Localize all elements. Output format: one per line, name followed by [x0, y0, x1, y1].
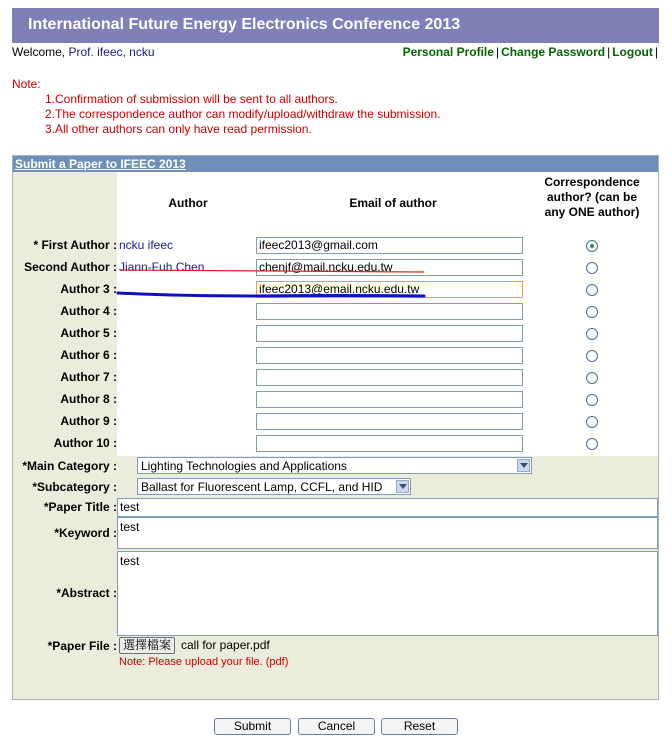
account-links: Personal Profile | Change Password | Logout | — [402, 45, 658, 59]
author-7-label: Author 7 : — [60, 370, 117, 384]
note-line-2: 2.The correspondence author can modify/upload/withdraw the submission. — [45, 107, 441, 121]
note-label: Note: — [12, 77, 41, 91]
author-6-label: Author 6 : — [60, 348, 117, 362]
main-category-label: *Main Category : — [22, 459, 117, 473]
abstract-textarea[interactable]: test — [117, 551, 658, 636]
author-8-email-input[interactable] — [256, 391, 523, 408]
author-1-name: ncku ifeec — [119, 238, 174, 252]
user-name: Prof. ifeec, ncku — [68, 45, 155, 59]
author-9-email-input[interactable] — [256, 413, 523, 430]
author-1-label: * First Author : — [33, 238, 117, 252]
cancel-button[interactable]: Cancel — [298, 718, 375, 735]
author-2-label: Second Author : — [24, 260, 117, 274]
paper-title-input[interactable]: test — [117, 498, 658, 517]
author-5-correspondence-radio[interactable] — [586, 328, 598, 340]
selected-file-name: call for paper.pdf — [181, 638, 270, 652]
author-4-label: Author 4 : — [60, 304, 117, 318]
author-column-header: Author — [168, 196, 208, 210]
chevron-down-icon — [517, 459, 530, 472]
note-line-3: 3.All other authors can only have read permission. — [45, 122, 312, 136]
author-4-email-input[interactable] — [256, 303, 523, 320]
author-1-correspondence-radio[interactable] — [586, 240, 598, 252]
author-2-correspondence-radio[interactable] — [586, 262, 598, 274]
correspondence-column-header: Correspondence author? (can be any ONE author) — [544, 175, 640, 219]
author-2-name: Jiann-Fuh Chen — [119, 260, 205, 274]
email-column-header: Email of author — [349, 196, 437, 210]
author-3-email-input[interactable]: ifeec2013@email.ncku.edu.tw — [256, 281, 523, 298]
choose-file-button[interactable]: 選擇檔案 — [119, 637, 175, 654]
form-title-bar — [13, 156, 658, 172]
author-7-email-input[interactable] — [256, 369, 523, 386]
author-7-correspondence-radio[interactable] — [586, 372, 598, 384]
submit-button[interactable]: Submit — [214, 718, 291, 735]
welcome-message: Welcome, Prof. ifeec, ncku — [12, 45, 155, 59]
author-10-email-input[interactable] — [256, 435, 523, 452]
subcategory-label: *Subcategory : — [32, 480, 117, 494]
conference-title: International Future Energy Electronics Conference 2013 — [28, 16, 461, 33]
author-1-email-input[interactable]: ifeec2013@gmail.com — [256, 237, 523, 254]
keyword-textarea[interactable]: test — [117, 517, 658, 549]
form-title: Submit a Paper to IFEEC 2013 — [15, 157, 186, 171]
upload-note: Note: Please upload your file. (pdf) — [119, 656, 289, 668]
logout-link[interactable]: Logout — [612, 45, 653, 59]
subcategory-select[interactable]: Ballast for Fluorescent Lamp, CCFL, and HID — [137, 478, 411, 495]
author-10-correspondence-radio[interactable] — [586, 438, 598, 450]
paper-title-label: *Paper Title : — [43, 500, 117, 514]
author-4-correspondence-radio[interactable] — [586, 306, 598, 318]
chevron-down-icon — [396, 480, 409, 493]
author-9-correspondence-radio[interactable] — [586, 416, 598, 428]
author-5-label: Author 5 : — [60, 326, 117, 340]
author-6-correspondence-radio[interactable] — [586, 350, 598, 362]
author-8-correspondence-radio[interactable] — [586, 394, 598, 406]
author-6-email-input[interactable] — [256, 347, 523, 364]
paper-file-label: *Paper File : — [47, 639, 117, 653]
note-line-1: 1.Confirmation of submission will be sent to all authors. — [45, 92, 338, 106]
keyword-label: *Keyword : — [54, 526, 117, 540]
change-password-link[interactable]: Change Password — [501, 45, 606, 59]
author-9-label: Author 9 : — [60, 414, 117, 428]
author-10-label: Author 10 : — [53, 436, 117, 450]
submit-paper-form — [12, 155, 659, 700]
personal-profile-link[interactable]: Personal Profile — [402, 45, 494, 59]
abstract-label: *Abstract : — [56, 586, 117, 600]
author-8-label: Author 8 : — [60, 392, 117, 406]
author-3-label: Author 3 : — [60, 282, 117, 296]
main-category-select[interactable]: Lighting Technologies and Applications — [137, 457, 532, 474]
reset-button[interactable]: Reset — [381, 718, 458, 735]
header-banner — [12, 8, 659, 43]
author-5-email-input[interactable] — [256, 325, 523, 342]
author-2-email-input[interactable]: chenjf@mail.ncku.edu.tw — [256, 259, 523, 276]
author-3-correspondence-radio[interactable] — [586, 284, 598, 296]
